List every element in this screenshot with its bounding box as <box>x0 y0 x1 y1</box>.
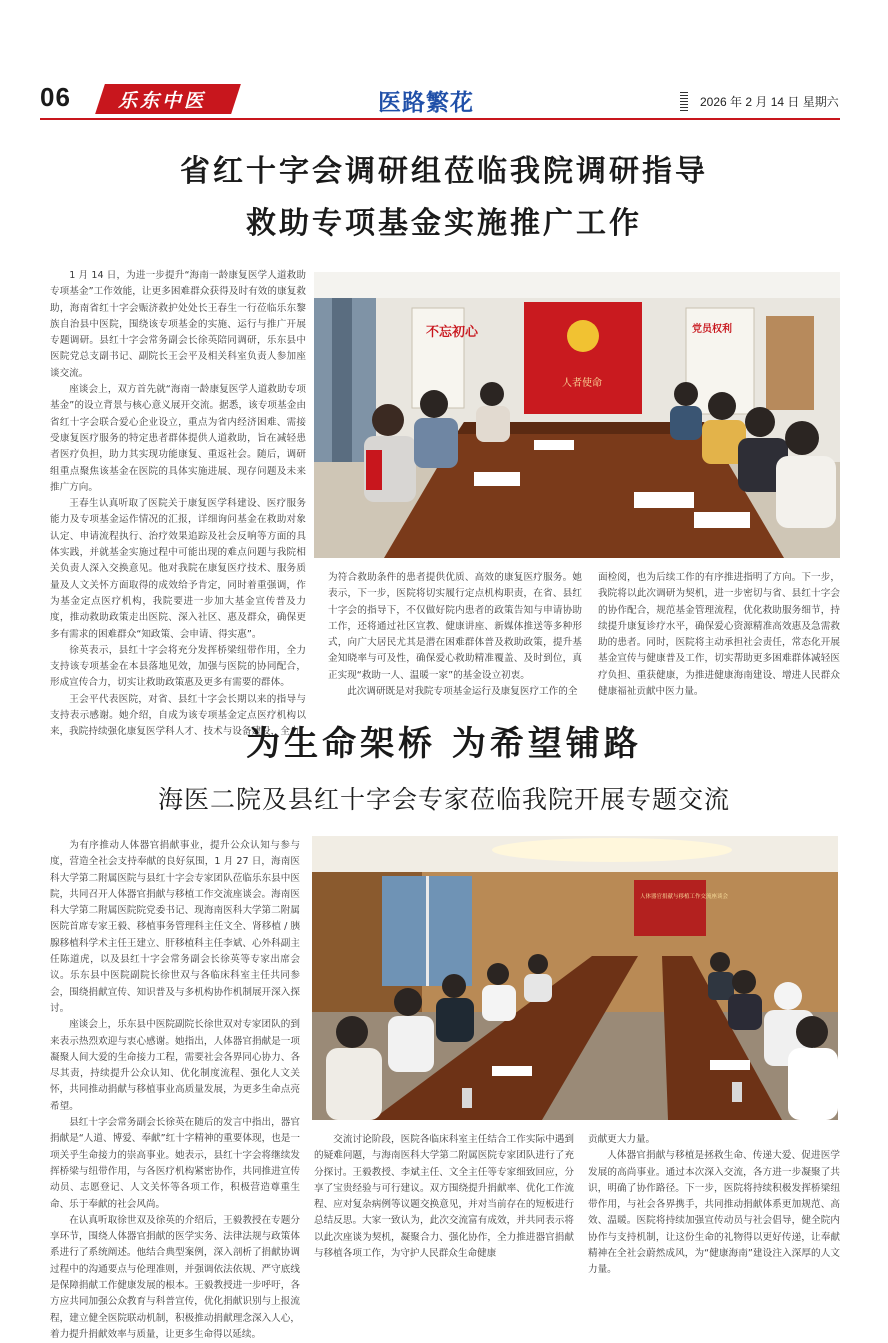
article2-paragraph: 人体器官捐献与移植是拯救生命、传递大爱、促进医学发展的高尚事业。通过本次深入交流，各方进一步凝聚了共识，明确了协作路径。下一步，医院将持续积极发挥桥梁纽带作用，与社会各界携手，共同推动捐献体系更加规范、高效、温暖。医院将持续加强宣传动员与社会倡导，健全院内协作与支持机制，让这份生命的礼物得以更好传递，让奉献精神在全社会蔚然成风，为“健康海南”建设注入深厚的人文力量。 <box>588 1150 840 1276</box>
article2-paragraph: 交流讨论阶段，医院各临床科室主任结合工作实际中遇到的疑难问题，与海南医科大学第二附属医院专家团队进行了充分探讨。王毅教授、李斌主任、文全主任等专家细致回应，分享了宝贵经验与可行建议。双方围绕提升捐献率、优化工作流程、应对复杂病例等议题交换意见，并对当前存在的短板进行总结反思。大家一致认为，此次交流富有成效，并共同表示将以此次座谈为契机，凝聚合力、强化协作，全力推进器官捐献与移植各项工作，为守护人民群众生命健康 <box>314 1134 574 1260</box>
article1-paragraph: 此次调研既是对我院专项基金运行及康复医疗工作的全 <box>347 686 578 698</box>
page-number: 06 <box>40 82 71 112</box>
article2-column3 <box>588 1132 840 1276</box>
article2-paragraph: 县红十字会常务副会长徐英在随后的发言中指出，器官捐献是“人道、博爱、奉献”红十字精神的重要体现，也是一项关乎生命接力的崇高事业。她表示，县红十字会将继续发挥桥梁与纽带作用，与各医疗机构紧密协作，共同推进宣传动员、志愿登记、人文关怀等各项工作，积极营造尊重生命、乐于奉献的社会风尚。 <box>50 1117 300 1210</box>
article2-column1 <box>50 838 300 1340</box>
wall-sign-left: 不忘初心 <box>426 325 479 340</box>
header-divider <box>40 118 840 120</box>
article2-photo-meeting <box>312 836 838 1120</box>
article1-photo-meeting <box>314 272 840 558</box>
article2-column2 <box>314 1132 574 1260</box>
article1-paragraph: 徐英表示，县红十字会将充分发挥桥梁纽带作用，全力支持该专项基金在本县落地见效，加强与医院的协同配合，形成宣传合力，切实让救助政策惠及更多有需要的群体。 <box>50 644 306 689</box>
article1-paragraph: 王会平代表医院，对省、县红十字会长期以来的指导与支持表示感谢。她介绍，自成为该专项基金定点医疗机构以来，我院持续强化康复医学科人才、技术与设备建设，全力 <box>50 693 306 738</box>
article1-paragraph: 座谈会上，双方首先就“海南一龄康复医学人道救助专项基金”的设立背景与核心意义展开交流。据悉，该专项基金由省红十字会联合爱心企业设立，重点为省内经济困难、需接受康复医疗服务的特定患者群体提供人道救助，旨在减轻患者医疗负担，助力其实现功能康复、重返社会。随后，调研组重点聚焦该基金在医院的具体实施进展、现存问题及未来推广方向。 <box>50 384 306 493</box>
section-title: 医路繁花 <box>378 90 474 116</box>
article1-column1 <box>50 268 306 738</box>
article2-paragraph: 座谈会上，乐东县中医院副院长徐世双对专家团队的到来表示热烈欢迎与衷心感谢。她指出，人体器官捐献是一项凝聚人间大爱的生命接力工程，需要社会各界同心协力、各尽其责，持续提升公众认知、优化制度流程、强化人文关怀，共同推动捐献与移植事业高质量发展，为更多生命点亮希望。 <box>50 1019 300 1112</box>
article2-paragraph: 为有序推动人体器官捐献事业，提升公众认知与参与度，营造全社会支持奉献的良好氛围，1 月 27 日，海南医科大学第二附属医院与县红十字会专家团队莅临乐东县中医院，共同召开人体器官捐献与移植工作交流座谈会。海南医科大学第二附属医院院党委书记、现海南医科大学第二附属医院首席专家王毅、移植事务管理科主任文全、肾移植 / 胰腺移植科学术主任王建立、肝移植科主任李斌、心外科副主任陈道虎，以及县红十字会常务副会长徐英等专家出席会议。乐东县中医院副院长徐世双与各临床科室主任共同参会，围绕捐献宣传、知识普及与多机构协作机制展开深入探讨。 <box>50 840 300 1014</box>
meeting-photo-illustration <box>312 836 838 1120</box>
article1-paragraph: 1 月 14 日，为进一步提升“海南一龄康复医学人道救助专项基金”工作效能，让更多困难群众获得及时有效的康复救助，海南省红十字会赈济救护处处长王春生一行莅临乐东黎族自治县中医院，围绕该专项基金的实施、运行与推广开展专题调研。县红十字会常务副会长徐英陪同调研，乐东县中医院党总支副书记、副院长王会平及相关科室负责人参加座谈交流。 <box>50 270 306 379</box>
photo-banner-text: 人者使命 <box>562 378 602 389</box>
masthead-logo: 乐东中医 <box>118 90 207 112</box>
article2-subtitle: 海医二院及县红十字会专家莅临我院开展专题交流 <box>157 785 730 814</box>
photo-screen-text: 人体器官捐献与移植工作交流座谈会 <box>640 894 729 900</box>
article2-title: 为生命架桥 为希望铺路 <box>246 724 642 764</box>
issue-date: 2026 年 2 月 14 日 星期六 <box>700 95 839 109</box>
wall-sign-right: 党员权利 <box>692 324 732 335</box>
barcode-icon <box>680 92 688 112</box>
article1-column3 <box>598 570 840 698</box>
article1-paragraph: 面检阅，也为后续工作的有序推进指明了方向。下一步，我院将以此次调研为契机，进一步密切与省、县红十字会的协作配合，规范基金管理流程，优化救助服务细节，持续提升康复诊疗水平，确保爱心资源精准高效惠及急需救助的患者。同时，医院将主动承担社会责任，常态化开展基金宣传与健康普及工作，切实帮助更多困难群体减轻医疗负担、重获健康，为推进健康海南建设、增进人民群众健康福祉贡献中医力量。 <box>598 572 840 698</box>
article1-column2 <box>328 570 582 698</box>
newspaper-header <box>0 0 888 126</box>
article2-paragraph: 在认真听取徐世双及徐英的介绍后，王毅教授在专题分享环节，围绕人体器官捐献的医学实务、法律法规与政策体系进行了系统阐述。他结合典型案例，深入剖析了捐献协调过程中的沟通要点与伦理准则，并强调依法依规、严守底线是保障捐献工作健康发展的根本。王毅教授进一步呼吁，各方应共同加强公众教育与科普宣传，优化捐献识别与上报流程，建立健全医院联动机制，积极推动捐献理念深入人心，着力提升捐献效率与质量，让更多生命得以延续。 <box>50 1214 300 1340</box>
article1-title-line1: 省红十字会调研组莅临我院调研指导 <box>180 154 708 189</box>
article1-paragraph: 王春生认真听取了医院关于康复医学科建设、医疗服务能力及专项基金运作情况的汇报，详细询问基金在救助对象认定、申请流程执行、治疗效果追踪及社会反响等方面的具体实践，并就基金实施过程中可能出现的难点问题与我院相关负责人深入交换意见。他对我院在康复医疗技术、服务质量及人文关怀方面取得的成效给予肯定，同时着重强调，作为基金定点医疗机构，我院要进一步加大基金宣传普及力度，推动救助政策走出医院、深入社区、惠及群众，确保更多有需求的困难群众“知政策、会申请、得实惠”。 <box>50 498 306 640</box>
article1-paragraph: 为符合救助条件的患者提供优质、高效的康复医疗服务。她表示，下一步，医院将切实履行定点机构职责，在省、县红十字会的指导下，不仅做好院内患者的政策告知与申请协助工作，还将通过社区宣教、健康讲座、新媒体推送等多种形式，向广大居民尤其是潜在困难群体普及救助政策，提升基金知晓率与可及性，确保爱心救助精准覆盖、及时到位，真正实现“救助一人、温暖一家”的基金设立初衷。 <box>328 572 582 681</box>
article1-title-line2: 救助专项基金实施推广工作 <box>246 206 642 241</box>
meeting-photo-illustration <box>314 272 840 558</box>
article2-paragraph: 贡献更大力量。 <box>588 1134 656 1145</box>
